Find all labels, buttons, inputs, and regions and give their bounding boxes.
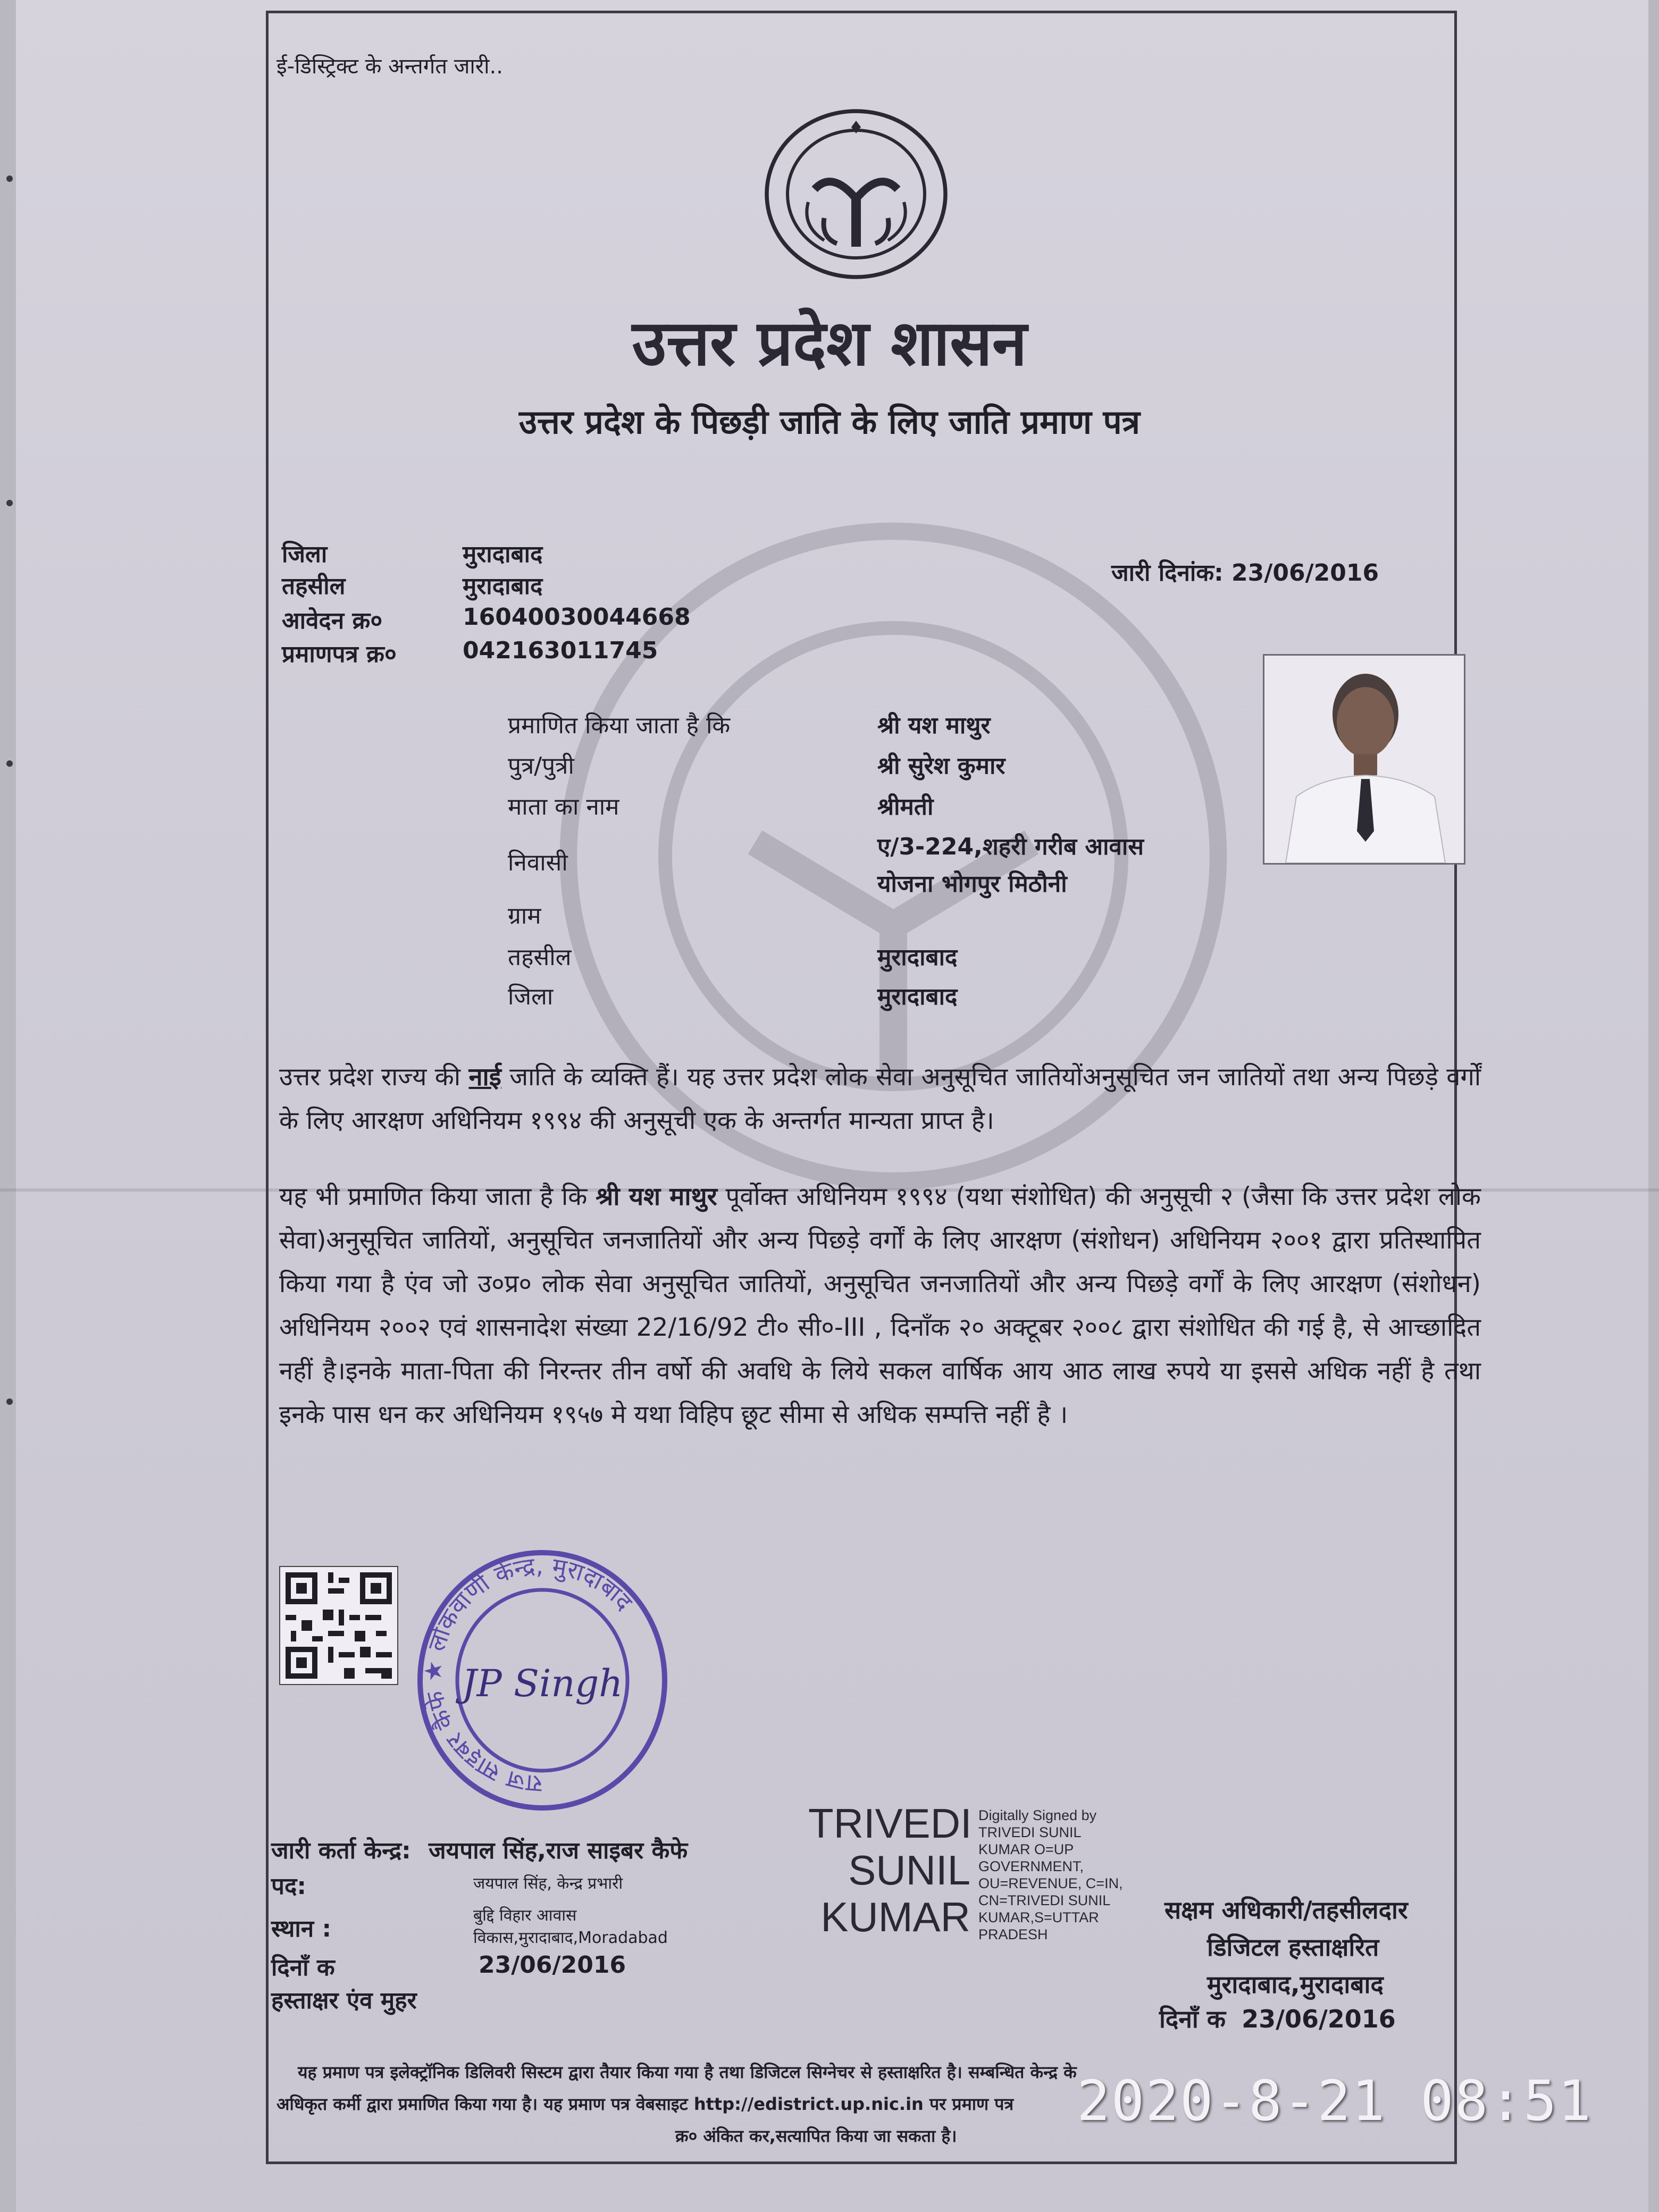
child-of-label: पुत्र/पुत्री [508,752,574,780]
meta-district-value: मुरादाबाद [463,541,543,568]
father-name: श्री सुरेश कुमार [877,752,1006,780]
center-stamp-icon [409,1542,675,1819]
issuer-center-label: जारी कर्ता केन्द्र: [271,1837,411,1864]
binder-hole [6,175,13,182]
authority-title: सक्षम अधिकारी/तहसीलदार [1164,1896,1408,1924]
footer-line-1: यह प्रमाण पत्र इलेक्ट्रॉनिक डिलिवरी सिस्टम द्वारा तैयार किया गया है तथा डिजिटल सिग्नेचर से हस्ताक्षरित है। सम्बन्धित केन्द्र के [298,2062,1077,2082]
binder-hole [6,760,13,767]
details-district-value: मुरादाबाद [877,983,958,1010]
village-label: ग्राम [508,902,541,929]
signer-name-line: TRIVEDI [808,1800,972,1847]
issuer-center-value: जयपाल सिंह,राज साइबर कैफे [429,1837,688,1864]
meta-tehsil-label: तहसील [282,573,346,600]
issue-date-label: जारी दिनांक: [1111,559,1224,586]
issuer-date-label: दिनाँ क [271,1954,335,1981]
meta-certificate-number: 042163011745 [463,637,658,664]
mother-name: श्रीमती [877,793,934,820]
issuer-place-line-1: बुद्दि विहार आवास [473,1906,577,1925]
details-tehsil-label: तहसील [508,944,572,971]
meta-district-label: जिला [282,541,328,568]
issuer-post-label: पद: [271,1873,306,1900]
handwritten-signature: JP Singh [462,1662,623,1705]
certified-name: श्री यश माथुर [877,712,991,739]
issuer-place-line-2: विकास,मुरादाबाद,Moradabad [473,1929,668,1947]
issuer-post-value: जयपाल सिंह, केन्द्र प्रभारी [473,1874,623,1893]
footer-line-3: क्र० अंकित कर,सत्यापित किया जा सकता है। [675,2126,957,2146]
issuer-place-label: स्थान : [271,1915,332,1942]
creamy-layer-statement [279,1175,1481,1437]
meta-tehsil-value: मुरादाबाद [463,573,543,600]
photo-timestamp: 2020-8-21 08:51 [1077,2068,1593,2133]
qr-code-icon [279,1566,398,1685]
address-line-1: ए/3-224,शहरी गरीब आवास [877,833,1144,860]
stamp-ring-text: राज साइबर कैफे ★ लोकवाणी केन्द्र, मुरादाबाद [418,1551,639,1799]
authority-date-label: दिनाँ क [1159,2005,1226,2033]
authority-digital-signed: डिजिटल हस्ताक्षरित [1207,1933,1379,1962]
issuer-sign-label: हस्ताक्षर एंव मुहर [271,1987,417,2014]
address-line-2: योजना भोगपुर मिठौनी [877,870,1067,898]
issue-date-value: 23/06/2016 [1231,559,1379,586]
certified-label: प्रमाणित किया जाता है कि [508,712,731,739]
caste-statement-text: जाति के व्यक्ति हैं। यह उत्तर प्रदेश लोक सेवा अनुसूचित जातियोंअनुसूचित जन जातियों तथा अन्य पिछड़े वर्गों के लिए आरक्षण अधिनियम १९९४ की अनुसूची एक के अन्तर्गत मान्यता प्राप्त है। [279,1062,1481,1135]
binder-hole [6,1398,13,1405]
person-photo-icon [1264,656,1464,863]
details-district-label: जिला [508,983,554,1010]
issuer-date-value: 23/06/2016 [479,1951,626,1979]
document-subtitle: उत्तर प्रदेश के पिछड़ी जाति के लिए जाति प्रमाण पत्र [519,403,1140,441]
digital-signer-name [808,1800,970,1940]
details-tehsil-value: मुरादाबाद [877,944,958,971]
caste-statement [279,1055,1481,1143]
caste-statement-text: उत्तर प्रदेश राज्य की [279,1062,469,1092]
document-title: उत्तर प्रदेश शासन [632,306,1027,380]
meta-application-label: आवेदन क्र० [282,607,383,634]
signer-name-line: SUNIL [848,1847,970,1893]
issuer-center [271,1833,688,1865]
meta-certificate-label: प्रमाणपत्र क्र० [282,641,397,668]
binder-hole [6,500,13,506]
authority-date-value: 23/06/2016 [1242,2005,1396,2033]
caste-name: नाई [468,1062,501,1092]
up-government-emblem-icon [760,106,952,282]
mother-label: माता का नाम [508,793,619,820]
resident-label: निवासी [508,849,568,876]
issue-date [1111,556,1379,588]
meta-application-number: 16040030044668 [463,604,691,631]
authority-location: मुरादाबाद,मुरादाबाद [1207,1970,1384,1999]
footer-line-2: अधिकृत कर्मी द्वारा प्रमाणित किया गया है। यह प्रमाण पत्र वेबसाइट http://edistrict.up.nic.in पर प्रमाण पत्र [276,2094,1014,2114]
applicant-photo [1263,654,1465,865]
creamy-layer-text: पूर्वोक्त अधिनियम १९९४ (यथा संशोधित) की अनुसूची २ (जैसा कि उत्तर प्रदेश लोक सेवा)अनुसूचित जातियों, अनुसूचित जनजातियों और अन्य पिछड़े वर्गों के लिए आरक्षण (संशोधन) अधिनियम २००१ द्वारा प्रतिस्थापित किया गया है एंव जो उ०प्र० लोक सेवा अनुसूचित जातियों, अनुसूचित जनजातियों और अन्य पिछड़े वर्गों के लिए आरक्षण (संशोधन) अधिनियम २००२ एवं शासनादेश संख्या 22/16/92 टी० सी०-III , दिनाँक २० अक्टूबर २००८ द्वारा संशोधित की गई है, से आच्छादित नहीं है।इनके माता-पिता की निरन्तर तीन वर्षो की अवधि के लिये सकल वार्षिक आय आठ लाख रुपये या इससे अधिक नहीं है तथा इनके पास धन कर अधिनियम १९५७ मे यथा विहिप छूट सीमा से अधिक सम्पत्ति नहीं है । [279,1182,1481,1429]
creamy-layer-text: यह भी प्रमाणित किया जाता है कि [279,1182,596,1211]
certified-person-name: श्री यश माथुर [596,1182,717,1211]
digital-signature-details: Digitally Signed by TRIVEDI SUNIL KUMAR O=UP GOVERNMENT, OU=REVENUE, C=IN, CN=TRIVEDI SUNIL KUMAR,S=UTTAR PRADESH [978,1807,1123,1942]
signer-name-line: KUMAR [820,1893,970,1940]
authority-date [1159,2002,1396,2035]
header-note: ई-डिस्ट्रिक्ट के अन्तर्गत जारी.. [276,54,503,79]
